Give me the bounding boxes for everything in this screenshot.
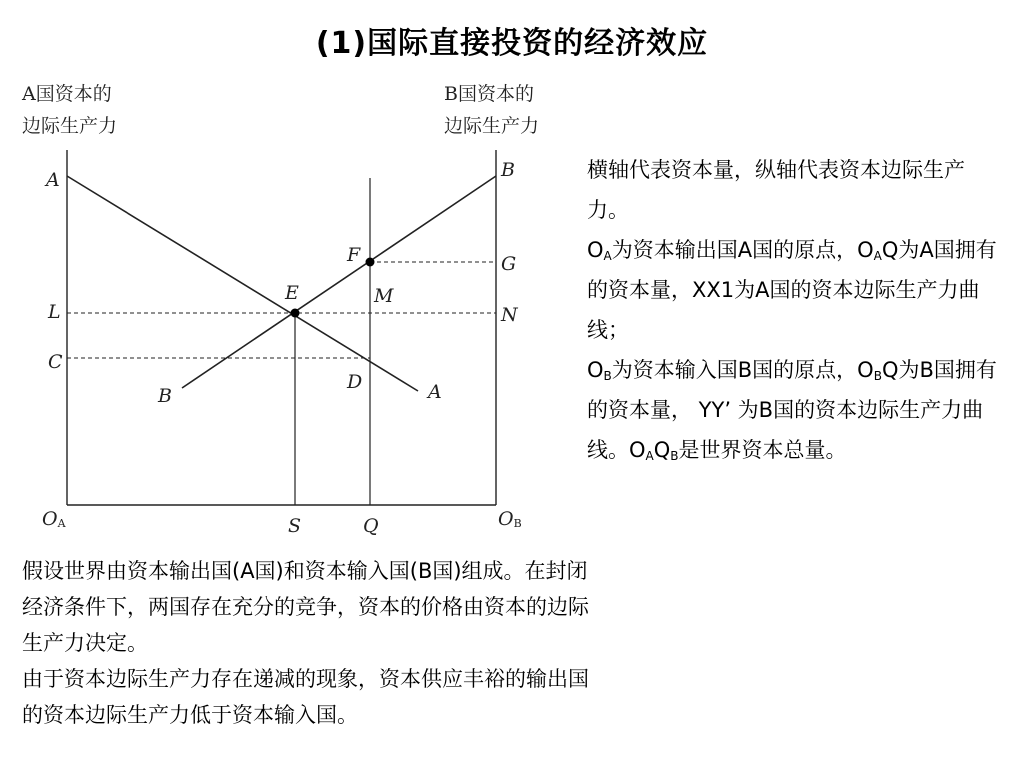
assumption-para-2: 由于资本边际生产力存在递减的现象，资本供应丰裕的输出国的资本边际生产力低于资本输入国。 [22,667,589,727]
label-origin-a: OA [42,508,66,530]
label-f: F [347,244,361,266]
assumption-text [22,553,592,733]
label-q: Q [363,515,379,537]
label-l: L [48,301,61,323]
label-a-top: A [46,169,60,191]
y-axis-label-a-line1: A国资本的 [22,83,112,105]
curve-b [182,176,496,388]
explanation-axes: 横轴代表资本量，纵轴代表资本边际生产力。 [587,158,965,222]
point-f [366,258,375,267]
label-s: S [288,515,302,537]
label-m: M [374,285,394,307]
y-axis-label-b-line2: 边际生产力 [444,115,540,137]
label-b-top: B [501,159,515,181]
capital-productivity-diagram [0,70,590,560]
explanation-country-a: $O_A$为资本输出国A国的原点，$O_AQ$为A国拥有的资本量，XX1为A国的资本边际生产力曲线； [587,238,997,342]
label-origin-b: OB [498,508,522,530]
label-g: G [501,253,517,275]
label-b-low: B [158,385,172,407]
page-title: (1)国际直接投资的经济效应 [315,26,709,61]
label-n: N [501,304,518,326]
explanation-text [587,150,1002,470]
assumption-para-1: 假设世界由资本输出国(A国)和资本输入国(B国)组成。在封闭经济条件下，两国存在充分的竞争，资本的价格由资本的边际生产力决定。 [22,559,589,655]
curve-a [67,176,418,391]
label-d: D [347,371,363,393]
explanation-country-b: $O_B$为资本输入国B国的原点，$O_BQ$为B国拥有的资本量， YY’ 为B国的资本边际生产力曲线。$O_AQ_B$是世界资本总量。 [587,358,997,463]
label-a-low: A [428,381,442,403]
label-e: E [285,282,299,304]
point-e [291,309,300,318]
label-c: C [48,351,63,373]
y-axis-label-b-line1: B国资本的 [444,83,534,105]
y-axis-label-a-line2: 边际生产力 [22,115,118,137]
